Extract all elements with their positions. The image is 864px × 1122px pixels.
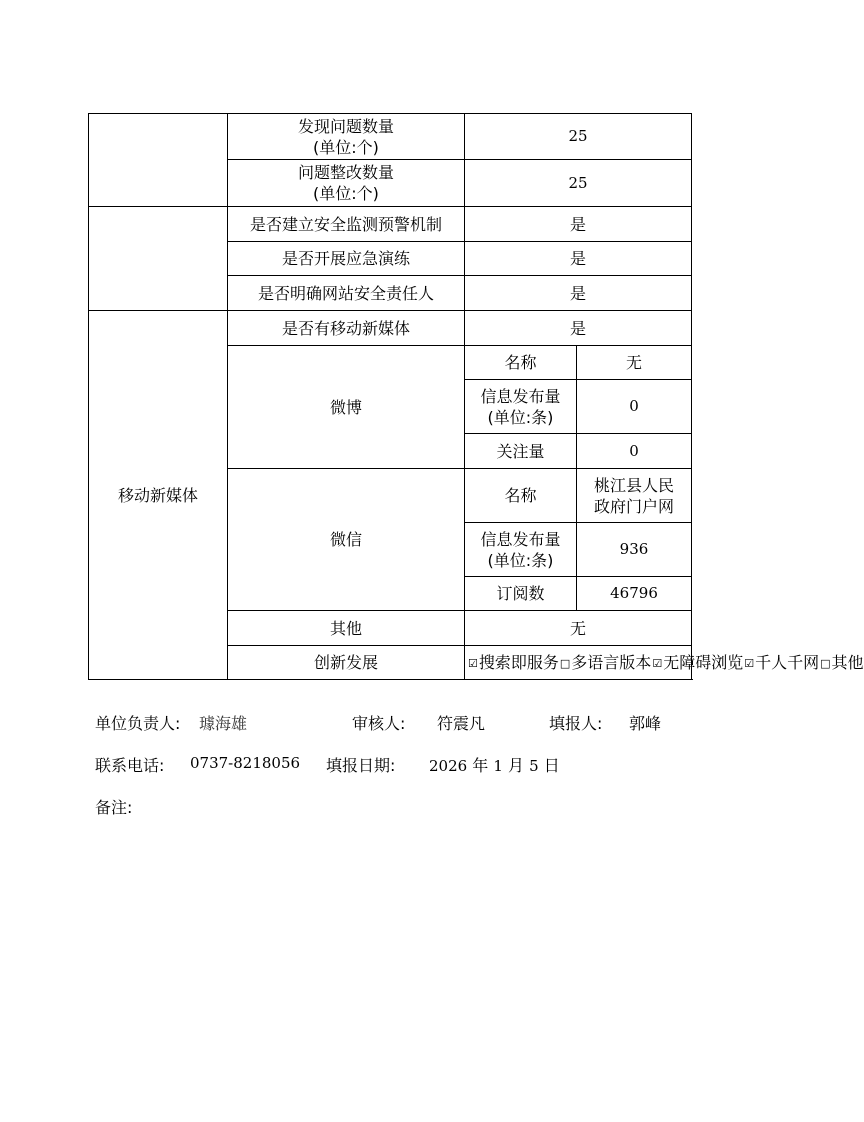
remarks-label: 备注: [95,798,133,817]
wechat-subscribers-label: 订阅数 [465,577,577,611]
date-label: 填报日期: [326,756,396,775]
report-table [88,113,864,680]
blank-section-cell [89,114,228,207]
contact-line [95,753,695,775]
wechat-name-value-line1: 桃江县人民 [593,475,674,495]
monitoring-value: 是 [465,207,692,242]
signature-line [95,711,695,733]
date-value [429,753,560,776]
phone-label: 联系电话: [95,756,165,775]
issues-fixed-label [228,160,465,207]
wechat-posts-label-line2: (单位:条) [487,550,554,570]
remarks-line [95,795,195,817]
wechat-posts-label [465,523,577,577]
phone-value: 0737-8218056 [190,754,301,772]
other-media-value: 无 [465,611,692,646]
checkbox-other[interactable]: □ [820,656,831,670]
option-accessibility-label: 无障碍浏览 [663,652,744,672]
innovation-label: 创新发展 [228,646,465,680]
weibo-name-value: 无 [577,346,692,380]
unit-head-value: 璩海雄 [199,714,248,733]
weibo-followers-value: 0 [577,434,692,469]
weibo-followers-label: 关注量 [465,434,577,469]
checkbox-search-service[interactable]: ☑ [468,656,478,670]
wechat-posts-value: 936 [577,523,692,577]
wechat-name-label: 名称 [465,469,577,523]
blank-section-cell [89,207,228,311]
weibo-name-label: 名称 [465,346,577,380]
wechat-label: 微信 [228,469,465,611]
wechat-subscribers-value: 46796 [577,577,692,611]
drill-value: 是 [465,242,692,276]
wechat-name-value-line2: 政府门户网 [593,496,674,516]
reviewer-value: 符震凡 [437,714,486,733]
weibo-posts-label [465,380,577,434]
date-day-unit: 日 [543,756,560,775]
issues-found-label-line2: (单位:个) [313,137,379,157]
unit-head-label: 单位负责人: [95,714,181,733]
option-multilingual-label: 多语言版本 [571,652,652,672]
drill-label: 是否开展应急演练 [228,242,465,276]
responsible-label: 是否明确网站安全责任人 [228,276,465,311]
filler-label: 填报人: [549,714,603,733]
date-year: 2026 [429,757,468,775]
monitoring-label: 是否建立安全监测预警机制 [228,207,465,242]
issues-found-value: 25 [465,114,692,160]
date-day: 5 [529,757,539,775]
weibo-posts-label-line2: (单位:条) [487,407,554,427]
wechat-name-value [577,469,692,523]
date-month-unit: 月 [508,756,525,775]
responsible-value: 是 [465,276,692,311]
checkbox-accessibility[interactable]: ☑ [652,656,663,670]
has-media-value: 是 [465,311,692,346]
table-row [89,311,692,346]
weibo-posts-label-line1: 信息发布量 [480,386,561,406]
other-media-label: 其他 [228,611,465,646]
option-other-label: 其他 [831,652,864,672]
date-month: 1 [493,757,503,775]
table-row [89,114,692,160]
innovation-options [465,646,864,680]
checkbox-personalized[interactable]: ☑ [744,656,755,670]
weibo-posts-value: 0 [577,380,692,434]
checkbox-multilingual[interactable]: □ [559,656,571,670]
option-personalized-label: 千人千网 [755,652,820,672]
issues-fixed-label-line2: (单位:个) [313,184,379,203]
table-row [89,207,692,242]
option-search-service-label: 搜索即服务 [478,652,559,672]
reviewer-label: 审核人: [352,714,406,733]
issues-found-label-line1: 发现问题数量 [297,116,394,136]
weibo-label: 微博 [228,346,465,469]
date-year-unit: 年 [472,756,489,775]
wechat-posts-label-line1: 信息发布量 [480,529,561,549]
issues-fixed-label-line1: 问题整改数量 [297,163,394,182]
filler-value: 郭峰 [629,714,662,733]
has-media-label: 是否有移动新媒体 [228,311,465,346]
issues-fixed-value: 25 [465,160,692,207]
issues-found-label [228,114,465,160]
new-media-section-label: 移动新媒体 [89,311,228,680]
